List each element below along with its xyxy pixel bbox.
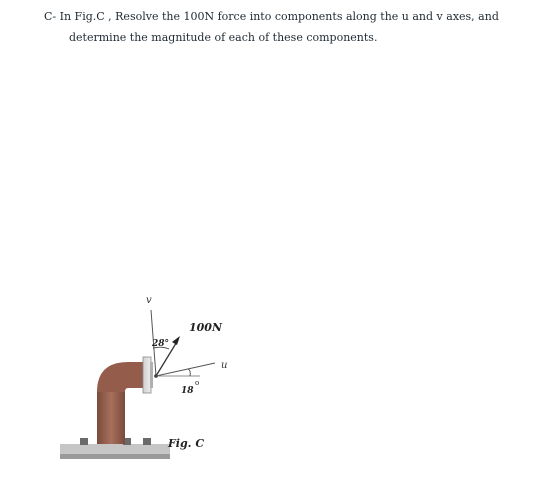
question-line-1: C- In Fig.C , Resolve the 100N force into components along the u and v axes, and [44, 10, 499, 23]
ground-shadow [60, 454, 170, 459]
pipe-vertical [97, 392, 125, 444]
ground-base [60, 444, 170, 454]
u-axis-label: u [221, 360, 228, 371]
angle-lower-degree: o [195, 379, 200, 387]
base-bolt [80, 438, 88, 445]
angle-upper-label: 28° [152, 339, 170, 349]
u-axis-line [156, 363, 215, 376]
pipe-flange-inner [150, 362, 153, 388]
v-axis-label: v [146, 295, 152, 306]
figure-caption: Fig. C [168, 437, 205, 450]
base-bolt [143, 438, 151, 445]
force-label: 100N [189, 321, 223, 334]
question-line-2: determine the magnitude of each of these components. [69, 31, 378, 44]
pipe-flange [143, 357, 151, 393]
force-arrowhead [172, 336, 180, 345]
angle-arc-lower [188, 369, 190, 376]
pipe-elbow [97, 362, 146, 392]
angle-lower-label: 18 [181, 386, 194, 396]
